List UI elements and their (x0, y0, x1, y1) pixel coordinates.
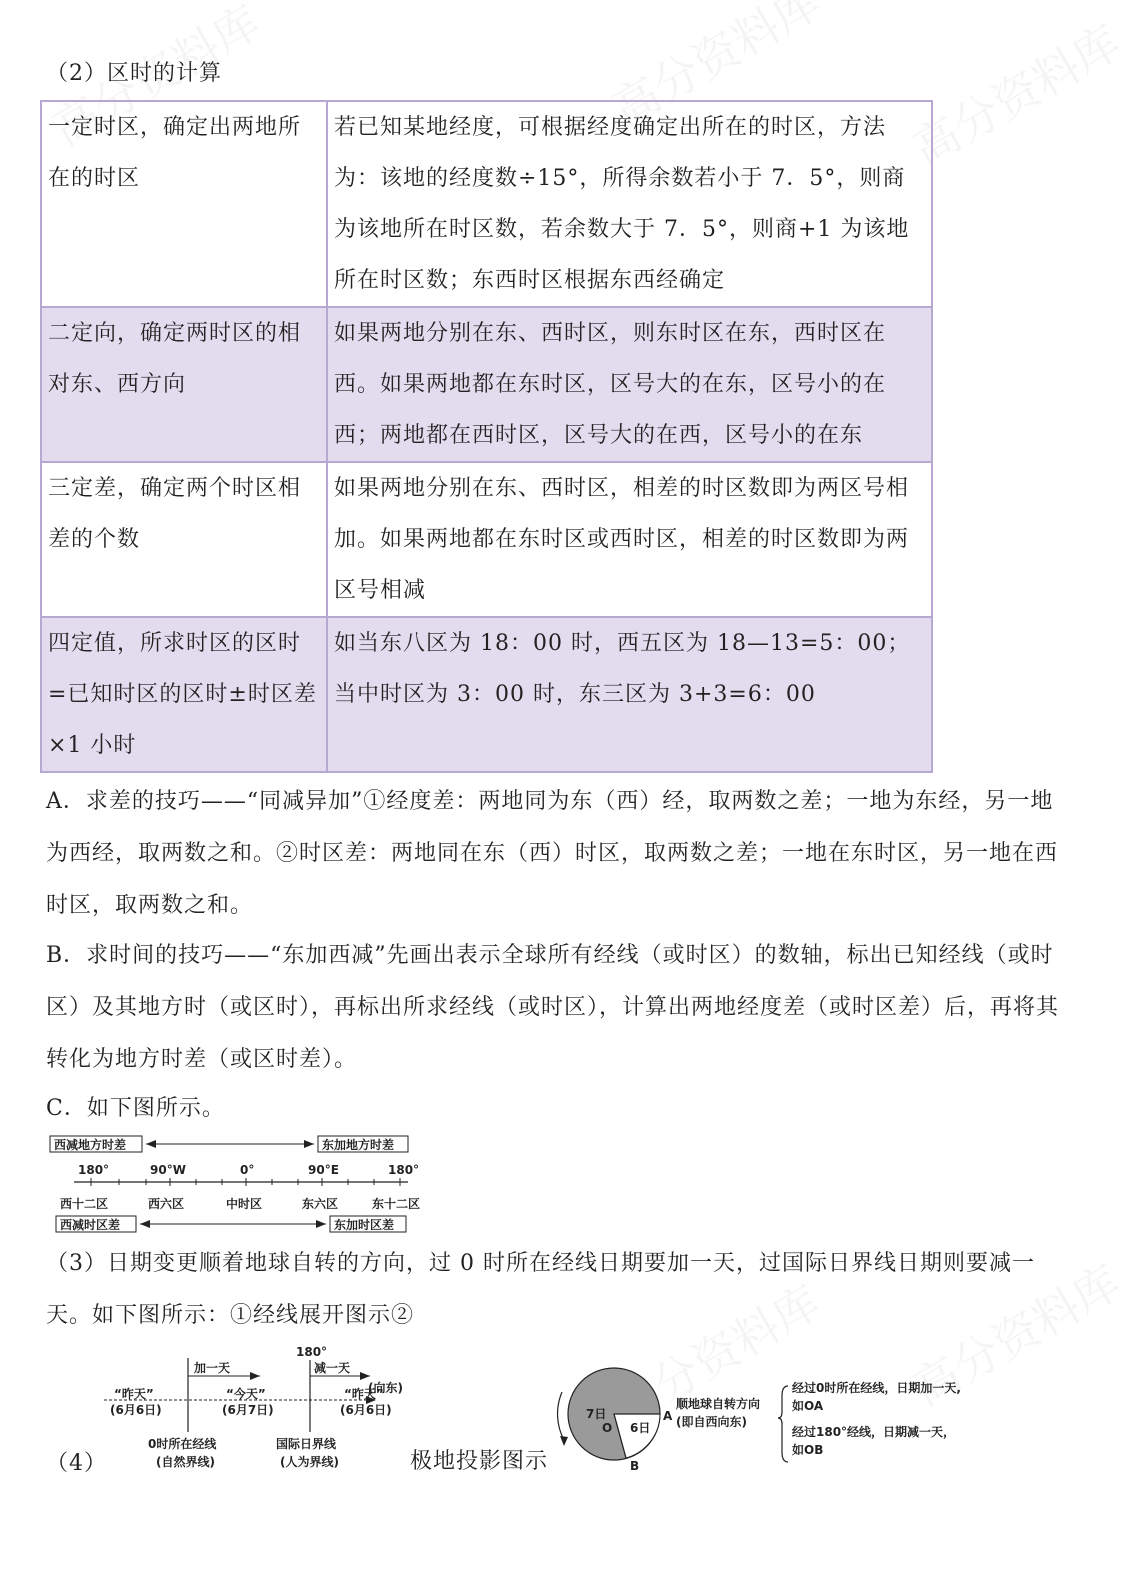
arrow-right-icon (316, 1220, 326, 1228)
natural-boundary-label: (自然界线) (156, 1455, 215, 1469)
yesterday-label: “昨天” (344, 1387, 384, 1401)
paragraph-a: A．求差的技巧——“同减异加”①经度差：两地同为东（西）经，取两数之差；一地为东经，另一地为西经，取两数之和。②时区差：两地同在东（西）时区，取两数之差；一地在东时区，另一地在西时区，取两数之和。 (46, 789, 1059, 918)
polar-caption: 极地投影图示 (410, 1449, 549, 1474)
longitude-tick-label: 180° (388, 1163, 420, 1177)
row-content: 如果两地分别在东、西时区，则东时区在东，西时区在西。如果两地都在东时区，区号大的在东，区号小的在西；两地都在西时区，区号大的在西，区号小的在东 (327, 307, 932, 462)
point-b-label: B (630, 1459, 640, 1472)
paragraph-3: （3）日期变更顺着地球自转的方向，过 0 时所在经线日期要加一天，过国际日界线日期则要减一天。如下图所示：①经线展开图示② (46, 1251, 1035, 1328)
paragraph-b: B．求时间的技巧——“东加西减”先画出表示全球所有经线（或时区）的数轴，标出已知经线（或时区）及其地方时（或区时），再标出所求经线（或时区），计算出两地经度差（或时区差）后，再将其转化为地方时差（或区时差）。 (46, 943, 1060, 1072)
time-zone-table (40, 100, 933, 773)
meridian-0-label: 0时所在经线 (148, 1437, 217, 1451)
arrow-right-icon (360, 1372, 370, 1380)
row-label: 四定值，所求时区的区时=已知时区的区时±时区差×1 小时 (41, 617, 327, 772)
row-content: 如当东八区为 18：00 时，西五区为 18—13=5：00；当中时区为 3：00 时，东三区为 3+3=6：00 (327, 617, 932, 772)
brace-icon (778, 1386, 788, 1462)
date-label: (6月7日) (222, 1403, 274, 1417)
zone-label: 东十二区 (372, 1197, 421, 1211)
paragraph-c: C．如下图所示。 (46, 1096, 225, 1121)
top-right-box-label: 东加地方时差 (322, 1138, 395, 1152)
polar-projection-figure (552, 1362, 1002, 1472)
dateline-label: 国际日界线 (276, 1437, 337, 1451)
today-label: “今天” (226, 1387, 266, 1401)
table-row (41, 101, 932, 307)
degree-label: 180° (296, 1345, 328, 1359)
longitude-tick-label: 90°E (308, 1163, 339, 1177)
rotation-arrow (558, 1392, 564, 1440)
date-label: (6月6日) (340, 1403, 392, 1417)
zone-label: 东六区 (302, 1197, 339, 1211)
rotation-label: 顺地球自转方向 (676, 1397, 761, 1411)
note-2-line-2: 如OB (792, 1443, 824, 1457)
arrow-down-icon (560, 1436, 568, 1446)
add-day-label: 加一天 (194, 1361, 231, 1375)
longitude-tick-label: 90°W (150, 1163, 186, 1177)
row-label: 二定向，确定两时区的相对东、西方向 (41, 307, 327, 462)
center-o-label: O (602, 1421, 613, 1435)
section-heading: （2）区时的计算 (46, 61, 222, 86)
note-1-line-1: 经过0时所在经线，日期加一天, (792, 1381, 961, 1395)
date-line-figure (100, 1340, 420, 1475)
row-label: 三定差，确定两个时区相差的个数 (41, 462, 327, 617)
bottom-right-box-label: 东加时区差 (334, 1218, 395, 1232)
longitude-tick-label: 0° (240, 1163, 255, 1177)
zone-label: 西十二区 (60, 1197, 109, 1211)
arrow-left-icon (146, 1140, 156, 1148)
row-content: 若已知某地经度，可根据经度确定出所在的时区，方法为：该地的经度数÷15°，所得余数若小于 7．5°，则商为该地所在时区数，若余数大于 7．5°，则商+1 为该地所在时区数；东西时区根据东西经确定 (327, 101, 932, 307)
rotation-sub-label: (即自西向东) (676, 1415, 747, 1429)
arrow-right-icon (304, 1140, 314, 1148)
longitude-tick-label: 180° (78, 1163, 110, 1177)
row-content: 如果两地分别在东、西时区，相差的时区数即为两区号相加。如果两地都在东时区或西时区，相差的时区数即为两区号相减 (327, 462, 932, 617)
minus-day-label: 减一天 (314, 1361, 351, 1375)
zone-label: 中时区 (226, 1197, 263, 1211)
yesterday-label: “昨天” (114, 1387, 154, 1401)
east-label: (向东) (368, 1381, 403, 1395)
day-6-label: 6日 (630, 1421, 651, 1435)
table-row (41, 617, 932, 772)
note-1-line-2: 如OA (792, 1399, 824, 1413)
table-row (41, 462, 932, 617)
note-2-line-1: 经过180°经线，日期减一天， (792, 1425, 956, 1439)
bottom-left-box-label: 西减时区差 (60, 1218, 121, 1232)
zone-label: 西六区 (148, 1197, 185, 1211)
artificial-boundary-label: (人为界线) (280, 1455, 339, 1469)
time-axis-figure (46, 1130, 436, 1238)
day-7-label: 7日 (586, 1407, 607, 1421)
arrow-right-icon (250, 1372, 260, 1380)
point-a-label: A (663, 1409, 673, 1423)
row-label: 一定时区，确定出两地所在的时区 (41, 101, 327, 307)
top-left-box-label: 西减地方时差 (54, 1138, 127, 1152)
date-label: (6月6日) (110, 1403, 162, 1417)
item-4-label: （4） (46, 1451, 107, 1476)
table-row (41, 307, 932, 462)
arrow-left-icon (140, 1220, 150, 1228)
